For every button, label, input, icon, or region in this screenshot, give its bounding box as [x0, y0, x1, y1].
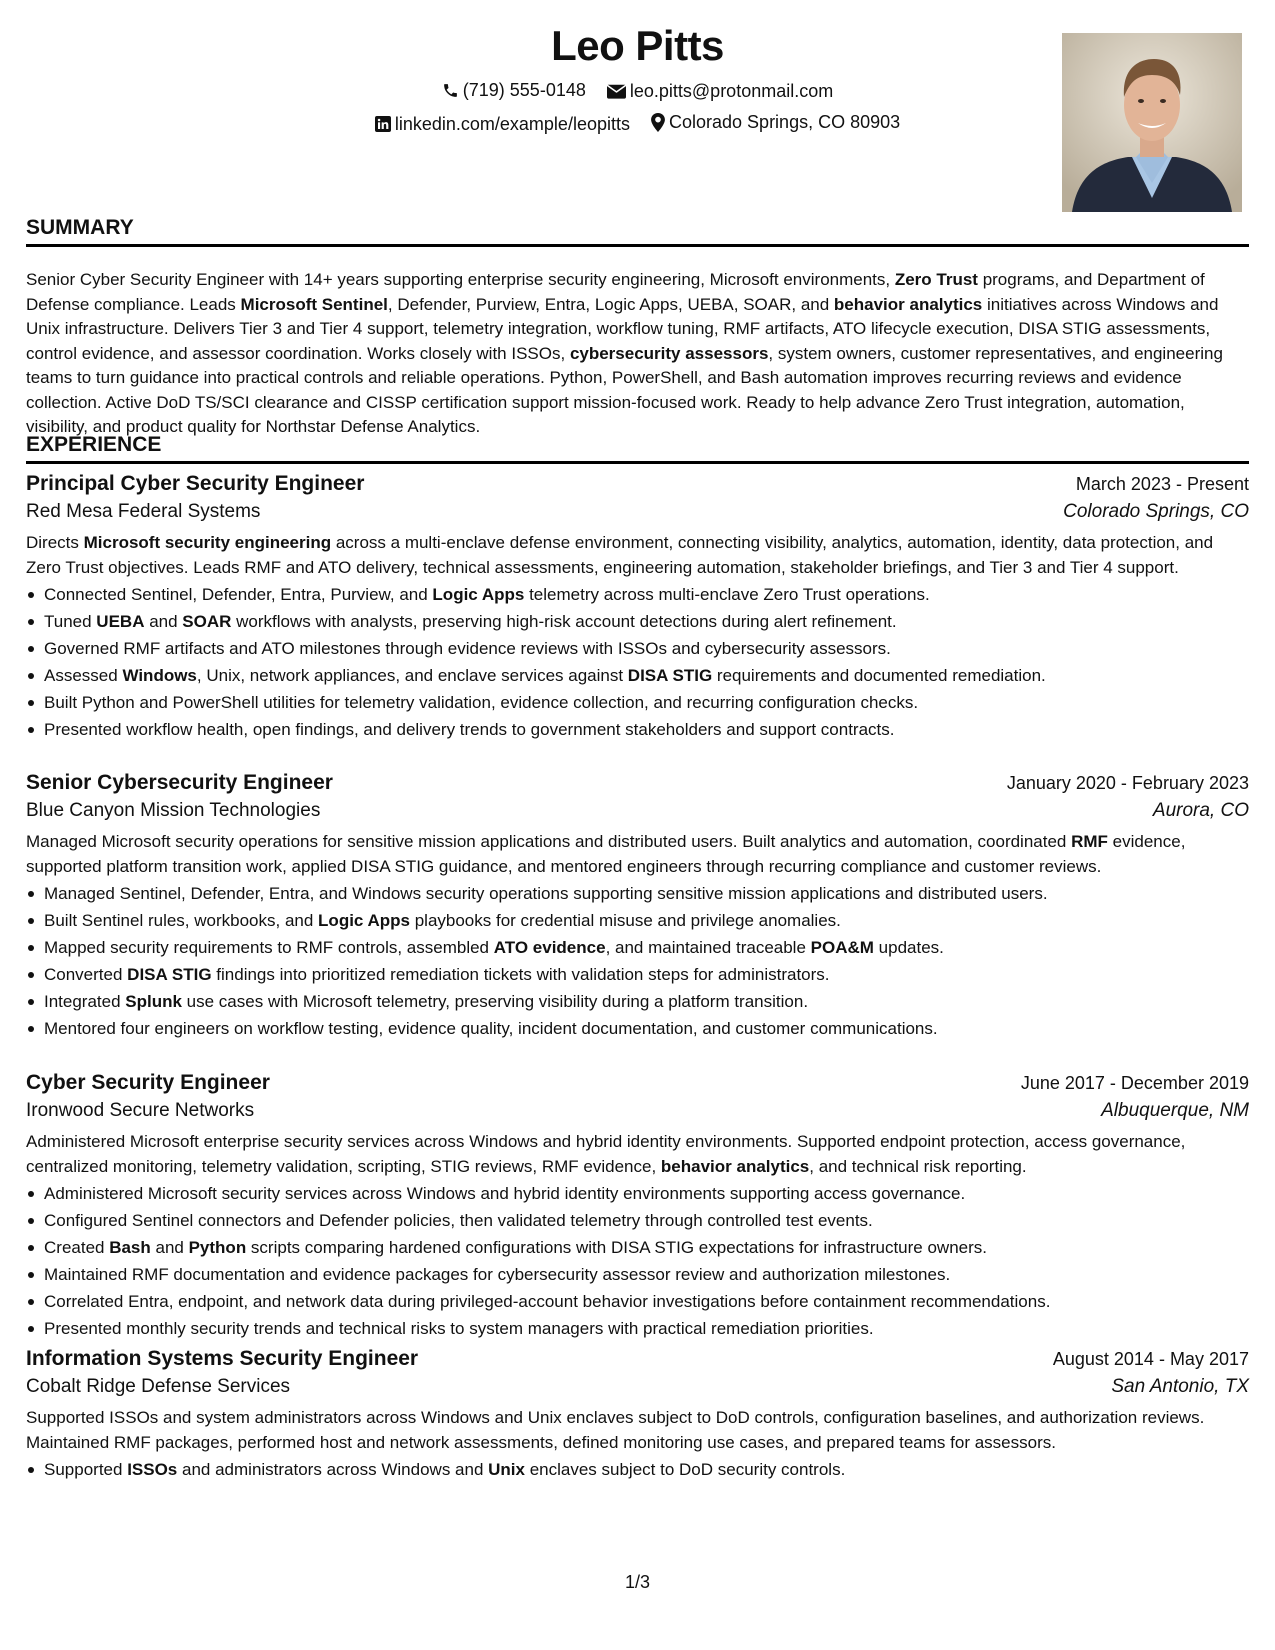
phone-icon: [442, 82, 459, 99]
bullet-item: [44, 1315, 1249, 1342]
job-title: Cyber Security Engineer: [26, 1071, 270, 1094]
text-run: Supported: [44, 1460, 128, 1479]
bold-phrase: cybersecurity assessors: [569, 343, 769, 363]
bullet-item: [44, 1234, 1249, 1261]
bold-phrase: Python: [188, 1238, 247, 1257]
text-run: Managed Sentinel, Defender, Entra, and Windows security operations supporting sensitive mission applications and distributed users.: [44, 884, 1048, 903]
text-run: Built Sentinel rules, workbooks, and: [44, 911, 319, 930]
text-run: programs, and Department of Defense compliance. Leads: [26, 270, 1205, 314]
text-run: Governed RMF artifacts and ATO milestones through evidence reviews with ISSOs and cybersecurity assessors.: [44, 639, 891, 658]
linkedin-icon: [375, 116, 391, 132]
bullet-item: [44, 716, 1249, 743]
company-name: Blue Canyon Mission Technologies: [26, 800, 321, 821]
text-run: updates.: [873, 938, 944, 957]
text-run: Built Python and PowerShell utilities for telemetry validation, evidence collection, and recurring configuration checks.: [44, 693, 919, 712]
job-header: [26, 472, 1249, 496]
map-pin-icon: [651, 113, 665, 132]
job-header: [26, 1071, 1249, 1095]
phone-contact: [442, 80, 586, 101]
text-run: requirements and documented remediation.: [712, 666, 1046, 685]
bullet-item: [44, 988, 1249, 1015]
bold-phrase: UEBA: [96, 612, 145, 631]
summary-text: [26, 268, 1249, 440]
bold-phrase: POA&M: [810, 938, 874, 957]
text-run: Assessed: [44, 666, 123, 685]
bullet-item: [44, 1180, 1249, 1207]
bold-phrase: ISSOs: [127, 1460, 178, 1479]
text-run: findings into prioritized remediation tickets with validation steps for administrators.: [211, 965, 830, 984]
company-name: Cobalt Ridge Defense Services: [26, 1376, 291, 1397]
text-run: initiatives across Windows and Unix infrastructure. Delivers Tier 3 and Tier 4 support, telemetry integration, workflow tuning, RMF artifacts, ATO lifecycle execution, DISA STIG assessments, control evidence, and assessor coordination. Works closely with ISSOs,: [26, 294, 1219, 363]
linkedin-contact[interactable]: [375, 114, 630, 135]
text-run: Mapped security requirements to RMF controls, assembled: [44, 938, 494, 957]
bold-phrase: SOAR: [182, 612, 232, 631]
text-run: , system owners, customer representatives, and engineering teams to turn guidance into practical controls and reliable operations. Python, PowerShell, and Bash automation improves recurring reviews and evidence collection. Active DoD TS/SCI clearance and CISSP certification support mission-focused work. Ready to help advance Zero Trust integration, automation, visibility, and product quality for Northstar Defense Analytics.: [26, 343, 1223, 436]
text-run: Supported ISSOs and system administrators across Windows and Unix enclaves subject to DoD controls, configuration baselines, and authorization reviews. Maintained RMF packages, performed host and network assessments, defined monitoring use cases, and prepared teams for assessors.: [26, 1408, 1205, 1452]
bullet-item: [44, 907, 1249, 934]
job-location: Colorado Springs, CO: [1063, 501, 1249, 522]
bullet-item: [44, 1288, 1249, 1315]
text-run: Connected Sentinel, Defender, Entra, Purview, and: [44, 585, 433, 604]
job-title: Principal Cyber Security Engineer: [26, 472, 365, 495]
email-address[interactable]: leo.pitts@protonmail.com: [629, 81, 834, 101]
bold-phrase: Microsoft security engineering: [83, 533, 332, 552]
candidate-name: Leo Pitts: [551, 22, 724, 69]
profile-photo: [1062, 33, 1242, 212]
job-entry: [26, 1347, 1249, 1483]
bold-phrase: behavior analytics: [660, 1156, 810, 1176]
job-entry: [26, 1071, 1249, 1342]
job-dates: January 2020 - February 2023: [1006, 773, 1249, 793]
text-run: Administered Microsoft security services across Windows and hybrid identity environments supporting access governance.: [44, 1184, 966, 1203]
bold-phrase: Microsoft Sentinel: [240, 294, 388, 314]
bold-phrase: Logic Apps: [432, 585, 525, 604]
bullet-item: [44, 581, 1249, 608]
bullet-item: [44, 662, 1249, 689]
text-run: Converted: [44, 965, 128, 984]
location-text: Colorado Springs, CO 80903: [669, 112, 901, 132]
job-bullets: [26, 581, 1249, 743]
text-run: Tuned: [44, 612, 97, 631]
text-run: playbooks for credential misuse and privilege anomalies.: [409, 911, 841, 930]
text-run: Configured Sentinel connectors and Defender policies, then validated telemetry through controlled test events.: [44, 1211, 873, 1230]
text-run: telemetry across multi-enclave Zero Trust operations.: [524, 585, 930, 604]
bold-phrase: DISA STIG: [127, 965, 212, 984]
job-subheader: [26, 501, 1249, 523]
text-run: use cases with Microsoft telemetry, preserving visibility during a platform transition.: [181, 992, 809, 1011]
job-entry: [26, 472, 1249, 743]
bullet-item: [44, 608, 1249, 635]
text-run: Integrated: [44, 992, 126, 1011]
bullet-item: [44, 961, 1249, 988]
job-dates: March 2023 - Present: [1075, 474, 1249, 494]
job-title: Senior Cybersecurity Engineer: [26, 771, 333, 794]
text-run: and: [144, 612, 183, 631]
text-run: Mentored four engineers on workflow testing, evidence quality, incident documentation, and customer communications.: [44, 1019, 938, 1038]
page-number: 1/3: [624, 1572, 651, 1592]
text-run: workflows with analysts, preserving high-risk account detections during alert refinement.: [231, 612, 897, 631]
bold-phrase: Unix: [488, 1460, 525, 1479]
text-run: Presented monthly security trends and technical risks to system managers with practical remediation priorities.: [44, 1319, 874, 1338]
text-run: Managed Microsoft security operations for sensitive mission applications and distributed users. Built analytics and automation, coordinated: [26, 832, 1072, 851]
bold-phrase: ATO evidence: [493, 938, 606, 957]
job-subheader: [26, 1100, 1249, 1122]
job-location: Aurora, CO: [1152, 800, 1249, 821]
text-run: , and maintained traceable: [605, 938, 811, 957]
bullet-item: [44, 689, 1249, 716]
job-subheader: [26, 1376, 1249, 1398]
company-name: Red Mesa Federal Systems: [26, 501, 261, 522]
bullet-item: [44, 934, 1249, 961]
email-contact[interactable]: [607, 81, 833, 102]
bullet-item: [44, 1015, 1249, 1042]
text-run: , Unix, network appliances, and enclave services against: [196, 666, 628, 685]
job-description: [26, 1406, 1249, 1455]
job-title: Information Systems Security Engineer: [26, 1347, 419, 1370]
text-run: Senior Cyber Security Engineer with 14+ years supporting enterprise security engineering, Microsoft environments,: [26, 270, 895, 289]
job-bullets: [26, 1456, 1249, 1483]
text-run: Created: [44, 1238, 110, 1257]
job-subheader: [26, 800, 1249, 822]
job-bullets: [26, 880, 1249, 1042]
job-location: San Antonio, TX: [1111, 1376, 1249, 1397]
bullet-item: [44, 1261, 1249, 1288]
experience-heading: EXPERIENCE: [26, 433, 1249, 464]
bullet-item: [44, 635, 1249, 662]
bold-phrase: Zero Trust: [894, 270, 978, 289]
text-run: enclaves subject to DoD security controls.: [524, 1460, 846, 1479]
text-run: across a multi-enclave defense environment, connecting visibility, analytics, automation, identity, data protection, and Zero Trust objectives. Leads RMF and ATO delivery, technical assessments, engineering automation, stakeholder briefings, and Tier 3 and Tier 4 support.: [26, 533, 1214, 577]
text-run: , Defender, Purview, Entra, Logic Apps, UEBA, SOAR, and: [387, 294, 834, 314]
text-run: and: [150, 1238, 189, 1257]
bold-phrase: Logic Apps: [318, 911, 410, 930]
bold-phrase: DISA STIG: [627, 666, 713, 685]
job-bullets: [26, 1180, 1249, 1342]
text-run: and administrators across Windows and: [177, 1460, 489, 1479]
text-run: Correlated Entra, endpoint, and network data during privileged-account behavior investigations before containment recommendations.: [44, 1292, 1051, 1311]
job-description: [26, 531, 1249, 580]
bullet-item: [44, 1456, 1249, 1483]
text-run: scripts comparing hardened configurations with DISA STIG expectations for infrastructure owners.: [246, 1238, 987, 1257]
text-run: Presented workflow health, open findings, and delivery trends to government stakeholders and support contracts.: [44, 720, 895, 739]
text-run: Administered Microsoft enterprise security services across Windows and hybrid identity environments. Supported endpoint protection, access governance, centralized monitoring, telemetry validation, scripting, STIG reviews, RMF evidence,: [26, 1132, 1186, 1176]
bold-phrase: Windows: [122, 666, 197, 685]
summary-heading: SUMMARY: [26, 216, 1249, 247]
job-header: [26, 771, 1249, 795]
text-run: evidence, supported platform transition work, applied DISA STIG guidance, and mentored engineers through recurring compliance and customer reviews.: [26, 832, 1186, 876]
location-contact: [651, 112, 900, 133]
job-entry: [26, 771, 1249, 1042]
bullet-item: [44, 880, 1249, 907]
job-dates: August 2014 - May 2017: [1052, 1349, 1249, 1369]
linkedin-url[interactable]: linkedin.com/example/leopitts: [394, 113, 630, 134]
envelope-icon: [607, 84, 626, 99]
text-run: Maintained RMF documentation and evidence packages for cybersecurity assessor review and authorization milestones.: [44, 1265, 951, 1284]
job-description: [26, 830, 1249, 879]
bold-phrase: Splunk: [125, 992, 182, 1011]
text-run: Directs: [26, 533, 84, 552]
phone-number: (719) 555-0148: [462, 80, 586, 100]
bold-phrase: behavior analytics: [833, 294, 983, 314]
company-name: Ironwood Secure Networks: [26, 1100, 255, 1121]
job-description: [26, 1130, 1249, 1179]
job-location: Albuquerque, NM: [1101, 1100, 1249, 1121]
job-dates: June 2017 - December 2019: [1020, 1073, 1249, 1093]
job-header: [26, 1347, 1249, 1371]
bold-phrase: RMF: [1071, 832, 1108, 851]
bullet-item: [44, 1207, 1249, 1234]
text-run: , and technical risk reporting.: [809, 1156, 1027, 1176]
bold-phrase: Bash: [109, 1238, 151, 1257]
